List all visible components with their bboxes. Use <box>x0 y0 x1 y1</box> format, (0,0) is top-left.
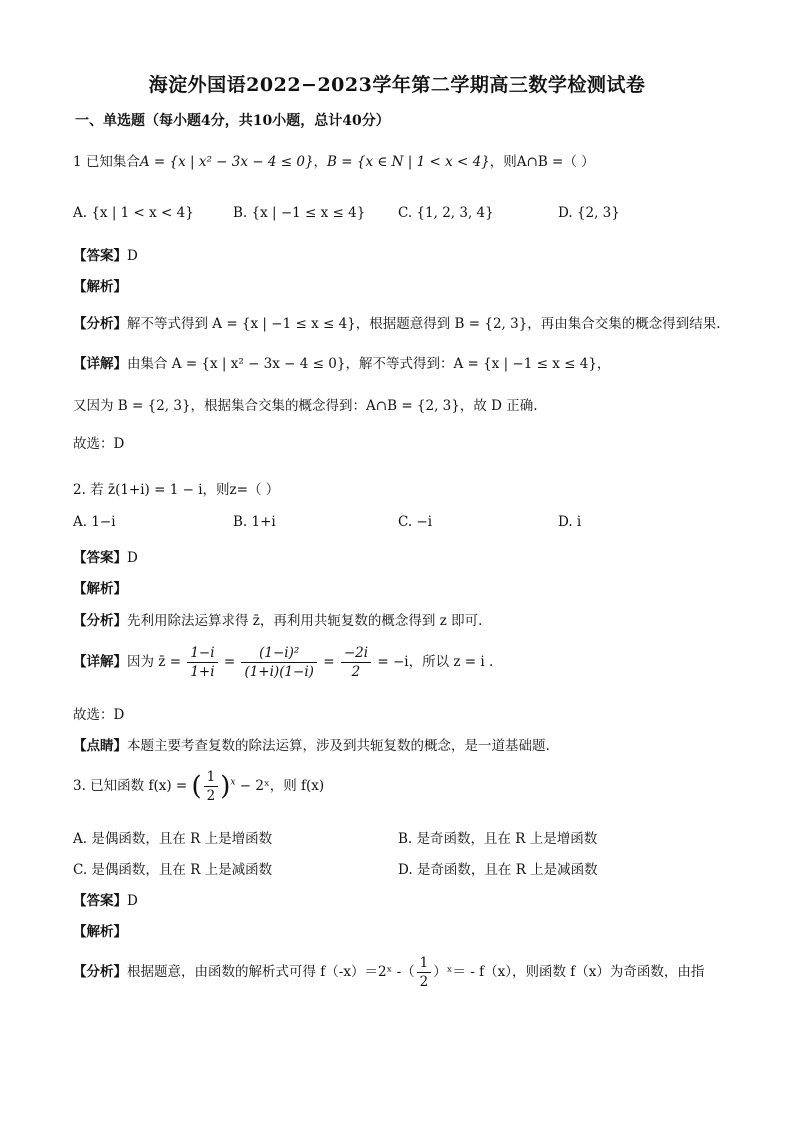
half-fraction-2: $\frac{1}{2}$ <box>417 954 432 991</box>
q3-answer <box>73 889 138 909</box>
fenxi-tag: 【分析】 <box>73 613 127 629</box>
q1-choose: 故选：D <box>73 436 125 452</box>
q1-detail-2: 又因为 B = {2, 3}，根据集合交集的概念得到：A∩B = {2, 3}，故 D 正确. <box>73 398 538 414</box>
q2-option-d: D. i <box>558 514 582 530</box>
answer-tag: 【答案】 <box>73 248 127 264</box>
q1-stem-b: ，则A∩B =（ ） <box>489 154 595 170</box>
q1-analysis <box>73 275 127 295</box>
note-tag: 【点睛】 <box>73 738 127 754</box>
q3-stem-a: 3. 已知函数 f(x) = <box>73 778 188 794</box>
question-3-stem: 3. 已知函数 f(x) = ( $\frac{1}{2}$ )$^x$ − 2ˣ，则 f(x) <box>73 769 325 804</box>
answer-value: D <box>127 893 138 909</box>
fraction-2: $\frac{\text{(1−i)²}}{(1+i)(1-i)}$ <box>241 644 317 681</box>
detail-post: = −i，所以 z = i . <box>377 654 494 670</box>
q3-option-c: C. 是偶函数，且在 R 上是减函数 <box>73 862 273 878</box>
analysis-tag: 【解析】 <box>73 581 127 597</box>
fenxi-text: 先利用除法运算求得 z̄，再利用共轭复数的概念得到 z 即可. <box>127 613 483 629</box>
fenxi-text-b: ）ˣ＝ - f（x），则函数 f（x）为奇函数，由指 <box>433 964 705 980</box>
answer-tag: 【答案】 <box>73 550 127 566</box>
detail-text: 由集合 A = {x | x² − 3x − 4 ≤ 0}，解不等式得到：A = {x | −1 ≤ x ≤ 4}， <box>127 356 611 372</box>
q1-option-c: C. {1, 2, 3, 4} <box>398 205 494 221</box>
q1-sep: ， <box>313 154 328 170</box>
fenxi-text-a: 根据题意，由函数的解析式可得 f（-x）＝2ˣ -（ <box>127 964 415 980</box>
q2-option-b: B. 1+i <box>233 514 276 530</box>
q2-option-c: C. −i <box>398 514 433 530</box>
analysis-tag: 【解析】 <box>73 279 127 295</box>
q2-option-a: A. 1−i <box>73 514 116 530</box>
fraction-3: $\frac{-2i}{2}$ <box>341 644 371 681</box>
q2-detail: 【详解】因为 z̄ = $\frac{1-i}{1+i}$ = $\frac{\text{(1−i)²}}{(1+i)(1-i)}$ = $\frac{-2i}{2}$ = −i，所以 z = i . <box>73 645 494 680</box>
question-2-stem: 2. 若 z̄(1+i) = 1 − i，则z=（ ） <box>73 482 280 498</box>
q1-detail-1 <box>73 352 610 372</box>
q1-option-b: B. {x | −1 ≤ x ≤ 4} <box>233 205 366 221</box>
half-fraction: $\frac{1}{2}$ <box>204 768 219 805</box>
q2-fenxi <box>73 609 482 629</box>
q1-option-a: A. {x | 1 < x < 4} <box>73 205 194 221</box>
detail-pre: 因为 z̄ = <box>127 654 182 670</box>
fenxi-tag: 【分析】 <box>73 316 127 332</box>
answer-tag: 【答案】 <box>73 893 127 909</box>
note-text: 本题主要考查复数的除法运算，涉及到共轭复数的概念，是一道基础题. <box>127 738 550 754</box>
q3-option-d: D. 是奇函数，且在 R 上是减函数 <box>398 862 598 878</box>
q1-set-a: A = {x | x² − 3x − 4 ≤ 0} <box>139 154 314 170</box>
q1-fenxi <box>73 312 721 332</box>
fenxi-tag: 【分析】 <box>73 964 127 980</box>
q3-stem-b: − 2ˣ，则 f(x) <box>239 778 325 794</box>
q1-set-b: B = {x ∈ N | 1 < x < 4} <box>327 154 490 170</box>
page-title: 海淀外国语2022−2023学年第二学期高三数学检测试卷 <box>148 74 646 96</box>
answer-value: D <box>127 248 138 264</box>
fraction-1: $\frac{1-i}{1+i}$ <box>187 644 217 681</box>
q1-stem-a: 1 已知集合 <box>73 154 140 170</box>
detail-tag: 【详解】 <box>73 356 127 372</box>
q3-analysis <box>73 920 127 940</box>
fenxi-text: 解不等式得到 A = {x | −1 ≤ x ≤ 4}，根据题意得到 B = {2, 3}，再由集合交集的概念得到结果. <box>127 316 721 332</box>
analysis-tag: 【解析】 <box>73 924 127 940</box>
q2-analysis <box>73 577 127 597</box>
detail-tag: 【详解】 <box>73 654 127 670</box>
q1-answer <box>73 244 138 264</box>
q3-option-a: A. 是偶函数，且在 R 上是增函数 <box>73 831 273 847</box>
question-1-stem <box>73 150 595 170</box>
section-heading: 一、单选题（每小题4分，共10小题，总计40分） <box>75 113 390 129</box>
q2-answer <box>73 546 138 566</box>
q3-fenxi <box>73 954 704 991</box>
answer-value: D <box>127 550 138 566</box>
q2-note <box>73 734 550 754</box>
q2-choose: 故选：D <box>73 707 125 723</box>
q1-option-d: D. {2, 3} <box>558 205 620 221</box>
q3-option-b: B. 是奇函数，且在 R 上是增函数 <box>398 831 598 847</box>
